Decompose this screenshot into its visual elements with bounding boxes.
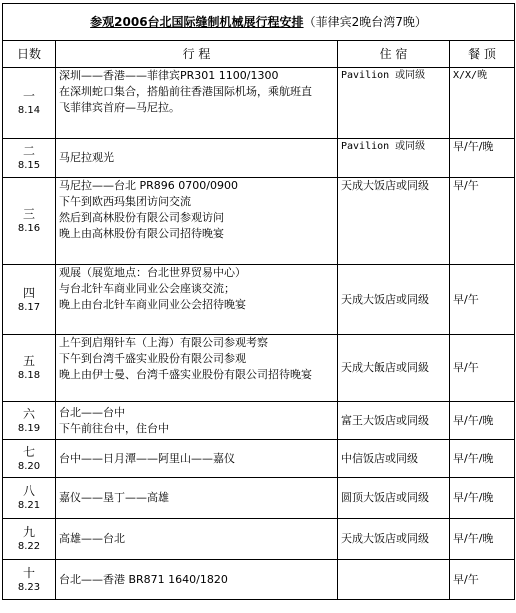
hotel-cell: 天成大饭店或同级 — [338, 519, 450, 560]
day-date: 8.23 — [17, 581, 41, 593]
meals-cell: 早/午/晚 — [450, 478, 515, 519]
meals-cell: 早/午/晚 — [450, 440, 515, 478]
itinerary-line: 晚上由台北针车商业同业公会招待晚宴 — [59, 298, 246, 311]
itinerary-line: 在深圳蛇口集合，搭船前往香港国际机场，乘航班直 — [59, 85, 312, 98]
day-date: 8.20 — [17, 460, 41, 472]
table-row — [3, 335, 515, 402]
day-number: 二 — [22, 144, 35, 158]
day-date: 8.16 — [17, 223, 41, 234]
table-row — [3, 478, 515, 519]
hotel-cell: 中信饭店或同级 — [338, 440, 450, 478]
itinerary-cell — [56, 402, 338, 440]
hotel-cell: Pavilion 或同级 — [338, 139, 450, 178]
day-date: 8.21 — [17, 500, 41, 511]
day-cell — [3, 139, 56, 178]
itinerary-line: 晚上由高林股份有限公司招待晚宴 — [59, 227, 224, 240]
meals-cell: 早/午 — [450, 335, 515, 402]
itinerary-line: 高雄——台北 — [59, 532, 125, 545]
itinerary-line: 深圳——香港——菲律宾PR301 1100/1300 — [59, 69, 279, 82]
itinerary-cell — [56, 139, 338, 178]
itinerary-cell — [56, 560, 338, 600]
itinerary-line: 上午到启翔针车（上海）有限公司参观考察 — [59, 336, 268, 349]
itinerary-line: 台中——日月潭——阿里山——嘉仪 — [59, 451, 235, 465]
meals-cell: 早/午/晚 — [450, 139, 515, 178]
day-cell — [3, 68, 56, 139]
itinerary-line: 下午到欧西玛集团访问交流 — [59, 195, 191, 208]
itinerary-line: 晚上由伊士曼、台湾千盛实业股份有限公司招待晚宴 — [59, 368, 312, 381]
itinerary-line: 台北——香港 BR871 1640/1820 — [59, 572, 228, 586]
day-cell — [3, 440, 56, 478]
meals-cell: X/X/晚 — [450, 68, 515, 139]
itinerary-line: 马尼拉观光 — [59, 151, 114, 164]
itinerary-line: 观展（展览地点：台北世界贸易中心） — [59, 266, 246, 279]
day-cell — [3, 402, 56, 440]
hotel-cell — [338, 560, 450, 600]
hotel-cell: 天成大飯店或同級 — [338, 335, 450, 402]
day-date: 8.22 — [17, 541, 41, 552]
itinerary-line: 下午到台湾千盛实业股份有限公司参观 — [59, 352, 246, 365]
itinerary-cell — [56, 478, 338, 519]
meals-cell: 早/午 — [450, 265, 515, 335]
hotel-cell: 天成大饭店或同级 — [338, 178, 450, 265]
table-row — [3, 68, 515, 139]
hotel-cell: 天成大饭店或同级 — [338, 265, 450, 335]
hotel-cell: 圆顶大饭店或同级 — [338, 478, 450, 519]
itinerary-line: 与台北针车商业同业公会座谈交流； — [59, 282, 235, 295]
day-date: 8.17 — [17, 301, 41, 313]
itinerary-line: 台北——台中 — [59, 405, 125, 419]
meals-cell: 早/午/晚 — [450, 402, 515, 440]
day-cell — [3, 519, 56, 560]
header-meals: 餐 顶 — [450, 41, 515, 68]
day-number: 六 — [22, 406, 35, 421]
day-number: 九 — [22, 525, 35, 539]
document-title — [3, 4, 515, 41]
itinerary-line: 下午前往台中，住台中 — [59, 421, 169, 435]
itinerary-cell — [56, 178, 338, 265]
day-cell — [3, 178, 56, 265]
title-main: 参观2006台北国际缝制机械展行程安排 — [90, 15, 304, 29]
title-sub: （菲律宾2晚台湾7晚） — [303, 15, 427, 29]
meals-cell: 早/午 — [450, 178, 515, 265]
day-cell — [3, 335, 56, 402]
itinerary-cell — [56, 335, 338, 402]
day-number: 七 — [22, 444, 35, 459]
table-row — [3, 178, 515, 265]
table-row — [3, 402, 515, 440]
day-number: 八 — [22, 484, 35, 498]
title-row — [3, 4, 515, 41]
itinerary-cell — [56, 265, 338, 335]
meals-cell: 早/午/晚 — [450, 519, 515, 560]
itinerary-cell — [56, 440, 338, 478]
day-date: 8.18 — [17, 370, 41, 381]
itinerary-line: 然后到高林股份有限公司参观访问 — [59, 211, 224, 224]
table-row — [3, 440, 515, 478]
itinerary-table — [2, 3, 515, 600]
day-number: 四 — [22, 285, 35, 300]
header-itinerary: 行 程 — [56, 41, 338, 68]
day-cell — [3, 478, 56, 519]
itinerary-cell — [56, 519, 338, 560]
day-date: 8.14 — [17, 105, 41, 116]
day-number: 五 — [22, 354, 35, 368]
header-hotel: 住 宿 — [338, 41, 450, 68]
table-row — [3, 139, 515, 178]
day-date: 8.15 — [17, 160, 41, 171]
table-row — [3, 519, 515, 560]
itinerary-cell — [56, 68, 338, 139]
itinerary-line: 飞菲律宾首府—马尼拉。 — [59, 101, 180, 114]
day-date: 8.19 — [17, 422, 41, 434]
day-number: 三 — [22, 207, 35, 221]
day-number: 十 — [22, 565, 35, 580]
day-cell — [3, 560, 56, 600]
day-number: 一 — [22, 89, 35, 103]
header-row — [3, 41, 515, 68]
day-cell — [3, 265, 56, 335]
itinerary-line: 马尼拉——台北 PR896 0700/0900 — [59, 179, 238, 192]
table-row — [3, 560, 515, 600]
table-row — [3, 265, 515, 335]
hotel-cell: 富王大饭店或同级 — [338, 402, 450, 440]
hotel-cell: Pavilion 或同级 — [338, 68, 450, 139]
header-day: 日数 — [3, 41, 56, 68]
itinerary-line: 嘉仪——垦丁——高雄 — [59, 491, 169, 504]
meals-cell: 早/午 — [450, 560, 515, 600]
